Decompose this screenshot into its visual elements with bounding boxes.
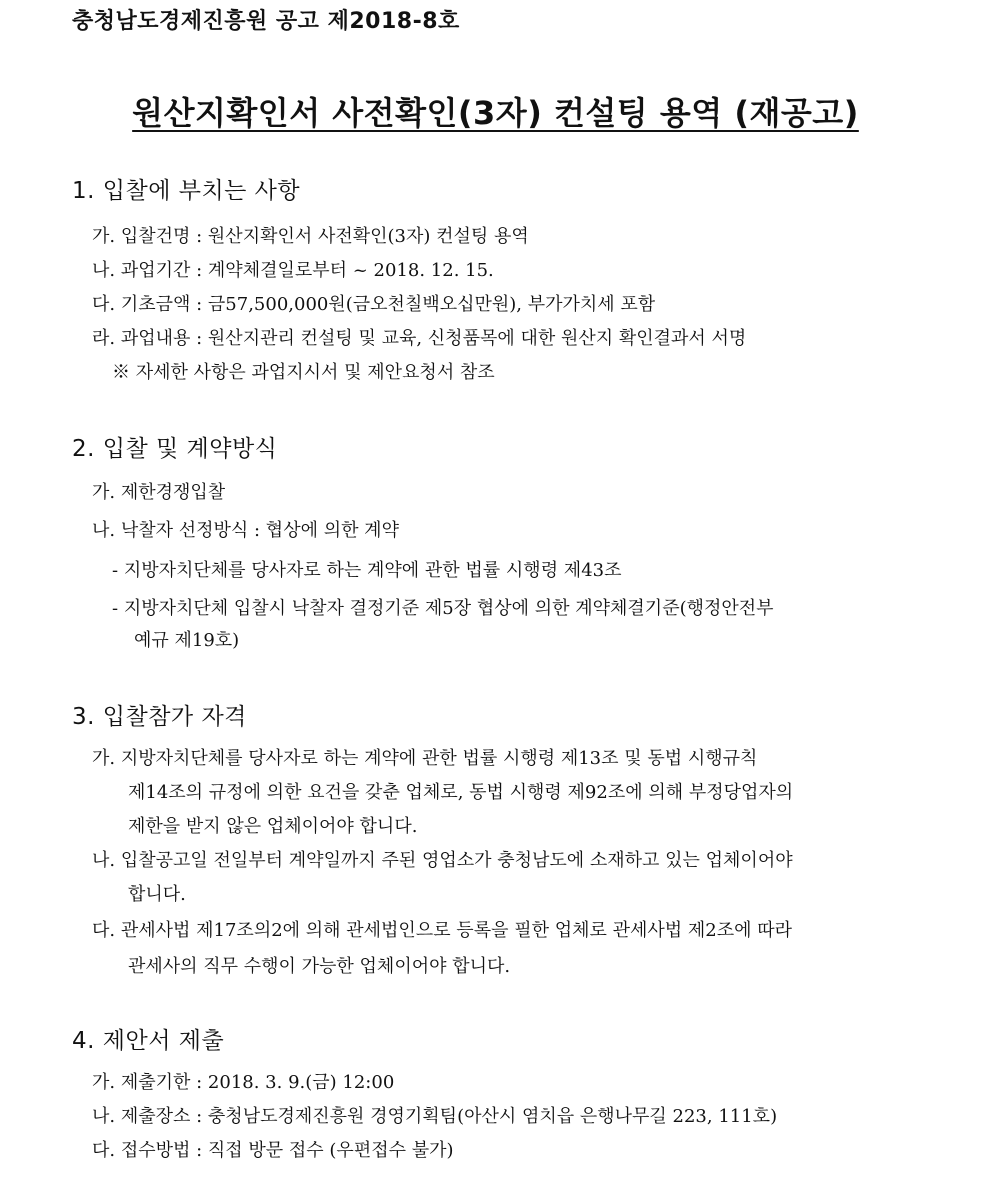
item-text: 접수방법 : 직접 방문 접수 (우편접수 불가)	[120, 1140, 454, 1161]
section-4-heading: 4. 제안서 제출	[72, 1028, 225, 1054]
section-1-note: ※ 자세한 사항은 과업지시서 및 제안요청서 참조	[112, 362, 495, 383]
section-4-item-2	[92, 1100, 777, 1134]
section-3-item-1	[92, 742, 757, 776]
section-1-heading: 1. 입찰에 부치는 사항	[72, 178, 301, 204]
subitem-marker: -	[112, 560, 119, 581]
section-2-subitem-1	[112, 554, 621, 588]
item-text: 기초금액 : 금57,500,000원(금오천칠백오십만원), 부가가치세 포함	[120, 294, 656, 315]
section-1-item-2	[92, 254, 494, 288]
section-1-item-3	[92, 288, 655, 322]
section-2-subitem-2-continuation: 예규 제19호)	[134, 630, 240, 651]
item-text: 과업내용 : 원산지관리 컨설팅 및 교육, 신청품목에 대한 원산지 확인결과서 서명	[120, 328, 747, 349]
item-marker: 가.	[92, 226, 116, 247]
section-4-item-1	[92, 1066, 394, 1100]
item-text: 제한경쟁입찰	[120, 482, 226, 503]
item-text: 제출기한 : 2018. 3. 9.(금) 12:00	[120, 1072, 395, 1093]
section-2-item-1	[92, 476, 225, 510]
item-marker: 다.	[92, 294, 116, 315]
item-text: 낙찰자 선정방식 : 협상에 의한 계약	[120, 520, 399, 541]
item-text: 제출장소 : 충청남도경제진흥원 경영기획팀(아산시 염치읍 은행나무길 223, 111호)	[120, 1106, 778, 1127]
item-marker: 나.	[92, 520, 116, 541]
item-marker: 가.	[92, 748, 116, 769]
item-text: 관세사법 제17조의2에 의해 관세법인으로 등록을 필한 업체로 관세사법 제2조에 따라	[120, 920, 792, 941]
item-marker: 다.	[92, 1140, 116, 1161]
subitem-marker: -	[112, 598, 119, 619]
section-1-item-4	[92, 322, 746, 356]
section-2-item-2	[92, 514, 399, 548]
section-4-item-3	[92, 1134, 454, 1168]
section-2-heading: 2. 입찰 및 계약방식	[72, 436, 278, 462]
item-marker: 다.	[92, 920, 116, 941]
document-title	[0, 88, 991, 134]
section-3-item-1-line-3: 제한을 받지 않은 업체이어야 합니다.	[128, 816, 418, 837]
item-text: 지방자치단체를 당사자로 하는 계약에 관한 법률 시행령 제13조 및 동법 시행규칙	[120, 748, 758, 769]
section-3-item-1-line-2: 제14조의 규정에 의한 요건을 갖춘 업체로, 동법 시행령 제92조에 의해 부정당업자의	[128, 782, 794, 803]
item-text: 과업기간 : 계약체결일로부터 ~ 2018. 12. 15.	[120, 260, 494, 281]
section-3-item-2	[92, 844, 793, 878]
item-marker: 나.	[92, 850, 116, 871]
section-3-item-3-line-2: 관세사의 직무 수행이 가능한 업체이어야 합니다.	[128, 956, 511, 977]
notice-number: 충청남도경제진흥원 공고 제2018-8호	[72, 9, 460, 34]
section-3-heading: 3. 입찰참가 자격	[72, 704, 247, 730]
item-text: 입찰공고일 전일부터 계약일까지 주된 영업소가 충청남도에 소재하고 있는 업체이어야	[120, 850, 793, 871]
section-3-item-3	[92, 914, 792, 948]
item-marker: 라.	[92, 328, 116, 349]
subitem-text: 지방자치단체 입찰시 낙찰자 결정기준 제5장 협상에 의한 계약체결기준(행정안전부	[123, 598, 774, 619]
section-1-item-1	[92, 220, 529, 254]
item-marker: 가.	[92, 482, 116, 503]
section-2-subitem-2	[112, 592, 774, 626]
section-3-item-2-line-2: 합니다.	[128, 884, 186, 905]
document-title-text: 원산지확인서 사전확인(3자) 컨설팅 용역 (재공고)	[132, 94, 859, 132]
item-marker: 나.	[92, 1106, 116, 1127]
item-text: 입찰건명 : 원산지확인서 사전확인(3자) 컨설팅 용역	[120, 226, 529, 247]
subitem-text: 지방자치단체를 당사자로 하는 계약에 관한 법률 시행령 제43조	[123, 560, 622, 581]
item-marker: 나.	[92, 260, 116, 281]
item-marker: 가.	[92, 1072, 116, 1093]
